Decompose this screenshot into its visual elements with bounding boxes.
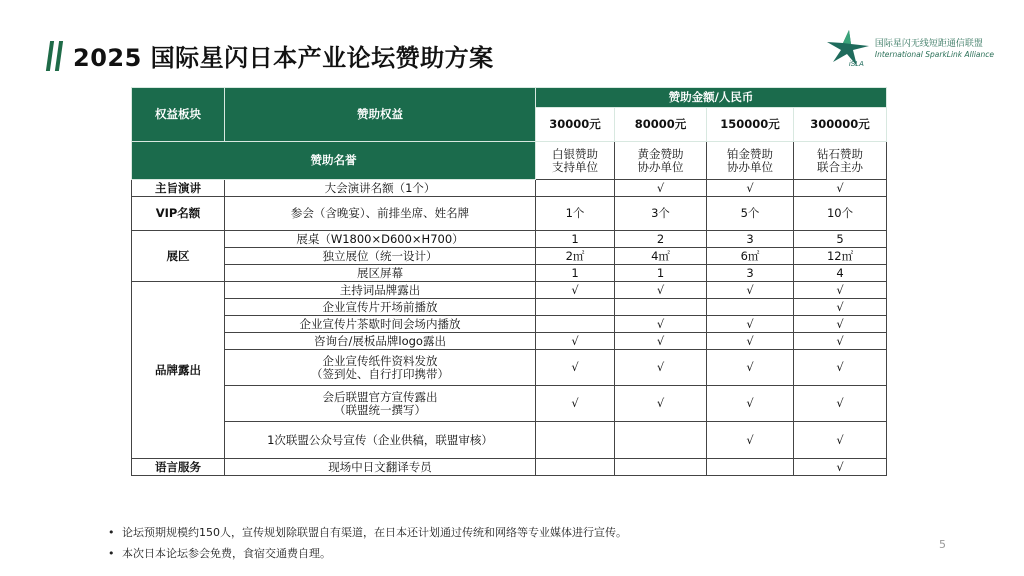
- title-text: 2025 国际星闪日本产业论坛赞助方案: [73, 44, 494, 72]
- table-row: [132, 180, 887, 197]
- benefit-cell: 1次联盟公众号宣传（企业供稿，联盟审核）: [225, 422, 536, 459]
- value-cell: [615, 459, 707, 476]
- value-cell: √: [536, 350, 615, 386]
- value-cell: 2: [615, 231, 707, 248]
- value-cell: √: [615, 180, 707, 197]
- honor-cell: 钻石赞助 联合主办: [794, 142, 887, 180]
- value-cell: [536, 459, 615, 476]
- amount-cell: 150000元: [707, 108, 794, 142]
- value-cell: 3: [707, 265, 794, 282]
- value-cell: [536, 180, 615, 197]
- amount-cell: 80000元: [615, 108, 707, 142]
- benefit-cell: 企业宣传纸件资料发放 （签到处、自行打印携带）: [225, 350, 536, 386]
- table-row: [132, 459, 887, 476]
- table-row: [132, 386, 887, 422]
- group-keynote: 主旨演讲: [132, 180, 225, 197]
- value-cell: [615, 299, 707, 316]
- value-cell: √: [615, 350, 707, 386]
- value-cell: √: [794, 299, 887, 316]
- value-cell: √: [794, 282, 887, 299]
- value-cell: √: [707, 333, 794, 350]
- table-row: [132, 422, 887, 459]
- value-cell: √: [707, 282, 794, 299]
- value-cell: √: [707, 386, 794, 422]
- group-booth: 展区: [132, 231, 225, 282]
- logo-mark: iSLA: [848, 61, 864, 68]
- value-cell: 3: [707, 231, 794, 248]
- value-cell: 12㎡: [794, 248, 887, 265]
- value-cell: √: [707, 316, 794, 333]
- note-item: • 论坛预期规模约150人，宣传规划除联盟自有渠道，在日本还计划通过传统和网络等专业媒体进行宣传。: [108, 522, 627, 543]
- group-lang: 语言服务: [132, 459, 225, 476]
- value-cell: √: [615, 333, 707, 350]
- benefit-cell: 展桌（W1800×D600×H700）: [225, 231, 536, 248]
- benefit-cell: 企业宣传片开场前播放: [225, 299, 536, 316]
- header-amount-label: 赞助金额/人民币: [536, 88, 887, 108]
- value-cell: [707, 459, 794, 476]
- table-row: [132, 265, 887, 282]
- group-vip: VIP名额: [132, 197, 225, 231]
- honor-cell: 白银赞助 支持单位: [536, 142, 615, 180]
- benefit-cell: 大会演讲名额（1个）: [225, 180, 536, 197]
- benefit-cell: 企业宣传片茶歇时间会场内播放: [225, 316, 536, 333]
- value-cell: [707, 299, 794, 316]
- amount-cell: 300000元: [794, 108, 887, 142]
- benefit-cell: 会后联盟官方宣传露出 （联盟统一撰写）: [225, 386, 536, 422]
- table-row: [132, 282, 887, 299]
- value-cell: 5个: [707, 197, 794, 231]
- value-cell: [536, 299, 615, 316]
- table-row: [132, 248, 887, 265]
- slide-title: [48, 38, 494, 73]
- value-cell: [536, 422, 615, 459]
- value-cell: √: [615, 316, 707, 333]
- value-cell: 4: [794, 265, 887, 282]
- title-accent-icon: [48, 41, 61, 71]
- value-cell: √: [794, 316, 887, 333]
- note-item: • 本次日本论坛参会免费，食宿交通费自理。: [108, 543, 627, 564]
- page-number: 5: [939, 538, 946, 551]
- value-cell: 6㎡: [707, 248, 794, 265]
- value-cell: √: [536, 333, 615, 350]
- honor-cell: 黄金赞助 协办单位: [615, 142, 707, 180]
- isla-logo: [823, 30, 994, 68]
- value-cell: √: [794, 422, 887, 459]
- benefit-cell: 咨询台/展板品牌logo露出: [225, 333, 536, 350]
- value-cell: √: [536, 282, 615, 299]
- footnotes: [108, 522, 627, 564]
- value-cell: √: [794, 459, 887, 476]
- value-cell: 1: [615, 265, 707, 282]
- star-logo-icon: [823, 30, 871, 68]
- value-cell: [615, 422, 707, 459]
- value-cell: √: [536, 386, 615, 422]
- benefit-cell: 参会（含晚宴）、前排坐席、姓名牌: [225, 197, 536, 231]
- benefit-cell: 展区屏幕: [225, 265, 536, 282]
- value-cell: √: [615, 282, 707, 299]
- table-row: [132, 350, 887, 386]
- value-cell: 1个: [536, 197, 615, 231]
- value-cell: 3个: [615, 197, 707, 231]
- sponsorship-table: [131, 87, 887, 476]
- logo-en-text: International SparkLink Alliance: [874, 49, 994, 59]
- value-cell: 10个: [794, 197, 887, 231]
- benefit-cell: 主持词品牌露出: [225, 282, 536, 299]
- header-benefit: 赞助权益: [225, 88, 536, 142]
- value-cell: 2㎡: [536, 248, 615, 265]
- honor-label: 赞助名誉: [132, 142, 536, 180]
- benefit-cell: 现场中日文翻译专员: [225, 459, 536, 476]
- table-row: [132, 299, 887, 316]
- amount-cell: 30000元: [536, 108, 615, 142]
- benefit-cell: 独立展位（统一设计）: [225, 248, 536, 265]
- table-row: [132, 197, 887, 231]
- value-cell: 4㎡: [615, 248, 707, 265]
- honor-cell: 铂金赞助 协办单位: [707, 142, 794, 180]
- table-row: [132, 231, 887, 248]
- value-cell: √: [615, 386, 707, 422]
- value-cell: [536, 316, 615, 333]
- value-cell: 5: [794, 231, 887, 248]
- value-cell: √: [794, 386, 887, 422]
- value-cell: √: [707, 350, 794, 386]
- value-cell: 1: [536, 231, 615, 248]
- group-brand: 品牌露出: [132, 282, 225, 459]
- table-row: [132, 333, 887, 350]
- value-cell: √: [794, 333, 887, 350]
- table-row: [132, 316, 887, 333]
- value-cell: √: [707, 180, 794, 197]
- value-cell: √: [794, 350, 887, 386]
- value-cell: √: [707, 422, 794, 459]
- value-cell: √: [794, 180, 887, 197]
- logo-cn-text: 国际星闪无线短距通信联盟: [874, 38, 983, 49]
- value-cell: 1: [536, 265, 615, 282]
- header-category: 权益板块: [132, 88, 225, 142]
